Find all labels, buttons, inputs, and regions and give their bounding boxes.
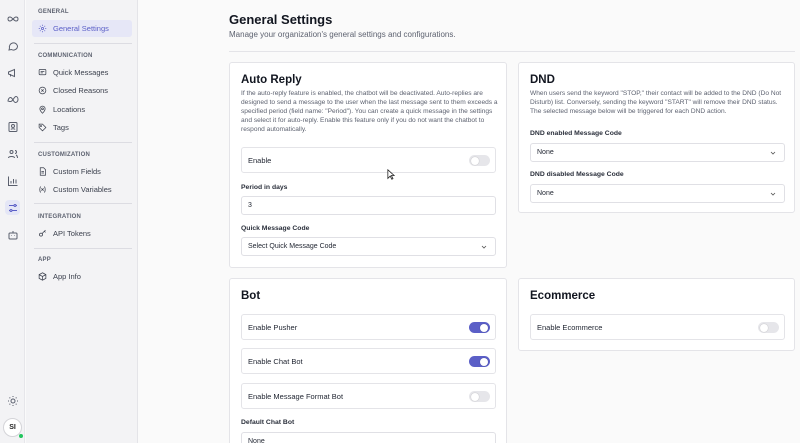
- sidebar-item-label: API Tokens: [53, 229, 91, 238]
- settings-sliders-icon[interactable]: [5, 200, 20, 215]
- sidebar-item-api-tokens[interactable]: [32, 225, 132, 242]
- default-chat-bot-select[interactable]: [241, 432, 496, 443]
- infinity-icon[interactable]: [5, 11, 20, 26]
- bot-card: [229, 278, 507, 443]
- sidebar-item-label: Closed Reasons: [53, 86, 109, 95]
- dnd-disabled-label: DND disabled Message Code: [530, 171, 624, 178]
- enable-message-format-bot-row: [241, 383, 496, 409]
- users-icon[interactable]: [5, 146, 20, 161]
- bot-title: Bot: [241, 290, 261, 302]
- ecommerce-title: Ecommerce: [530, 290, 596, 302]
- divider: [34, 203, 132, 204]
- sidebar-heading-integration: INTEGRATION: [38, 214, 82, 220]
- sun-icon[interactable]: [5, 393, 20, 408]
- auto-reply-enable-toggle[interactable]: [469, 155, 490, 166]
- sidebar-item-label: Custom Fields: [53, 167, 101, 176]
- default-chat-bot-value: None: [248, 438, 265, 443]
- sidebar-item-custom-variables[interactable]: [32, 181, 132, 198]
- sidebar-item-general-settings[interactable]: [32, 20, 132, 37]
- page-title: General Settings: [229, 12, 333, 27]
- bot-icon[interactable]: [5, 227, 20, 242]
- avatar[interactable]: SI: [3, 418, 22, 437]
- dnd-description: When users send the keyword "STOP," their contact will be added to the DND (Do Not Disturb) list. Conversely, sending the keyword "START" will remove their DND status. The selected message below will be triggered for each DND action.: [530, 90, 782, 115]
- divider: [34, 142, 132, 143]
- sidebar-heading-communication: COMMUNICATION: [38, 53, 93, 59]
- dnd-enabled-value: None: [537, 149, 554, 156]
- auto-reply-card: [229, 62, 507, 268]
- variable-icon: [38, 185, 47, 194]
- default-chat-bot-label: Default Chat Bot: [241, 419, 295, 426]
- icon-rail: [0, 0, 25, 443]
- sidebar-item-label: Quick Messages: [53, 68, 109, 77]
- dnd-title: DND: [530, 74, 555, 86]
- sidebar-heading-customization: CUSTOMIZATION: [38, 152, 91, 158]
- ecommerce-card: [518, 278, 795, 351]
- enable-message-format-bot-label: Enable Message Format Bot: [248, 391, 344, 401]
- map-pin-icon: [38, 105, 47, 114]
- tag-icon: [38, 123, 47, 132]
- sidebar-item-custom-fields[interactable]: [32, 163, 132, 180]
- dnd-disabled-value: None: [537, 190, 554, 197]
- enable-ecommerce-label: Enable Ecommerce: [537, 322, 603, 332]
- key-icon: [38, 229, 47, 238]
- enable-message-format-bot-toggle[interactable]: [469, 391, 490, 402]
- auto-reply-enable-row: [241, 147, 496, 173]
- sidebar-item-tags[interactable]: [32, 119, 132, 136]
- chat-bubble-icon[interactable]: [5, 38, 20, 53]
- x-circle-icon: [38, 86, 47, 95]
- sidebar-item-label: General Settings: [53, 24, 109, 33]
- chevron-down-icon: [769, 190, 777, 198]
- auto-reply-enable-label: Enable: [248, 155, 272, 165]
- enable-ecommerce-toggle[interactable]: [758, 322, 779, 333]
- enable-chat-bot-toggle[interactable]: [469, 356, 490, 367]
- period-input[interactable]: 3: [241, 196, 496, 215]
- enable-ecommerce-row: [530, 314, 785, 340]
- megaphone-icon[interactable]: [5, 65, 20, 80]
- sidebar-item-quick-messages[interactable]: [32, 64, 132, 81]
- gear-icon: [38, 24, 47, 33]
- bar-chart-icon[interactable]: [5, 173, 20, 188]
- enable-pusher-toggle[interactable]: [469, 322, 490, 333]
- quick-message-label: Quick Message Code: [241, 225, 310, 232]
- dnd-card: [518, 62, 795, 213]
- sidebar-heading-general: GENERAL: [38, 9, 69, 15]
- sidebar-item-label: Custom Variables: [53, 185, 112, 194]
- message-square-icon: [38, 68, 47, 77]
- dnd-enabled-label: DND enabled Message Code: [530, 130, 622, 137]
- quick-message-select[interactable]: [241, 237, 496, 256]
- sidebar-heading-app: APP: [38, 257, 51, 263]
- period-label: Period in days: [241, 184, 288, 191]
- sidebar-item-locations[interactable]: [32, 101, 132, 118]
- settings-sidebar: [26, 0, 138, 443]
- box-icon: [38, 272, 47, 281]
- sidebar-item-label: App Info: [53, 272, 81, 281]
- dnd-disabled-select[interactable]: [530, 184, 785, 203]
- enable-pusher-label: Enable Pusher: [248, 322, 298, 332]
- auto-reply-title: Auto Reply: [241, 74, 302, 86]
- file-icon: [38, 167, 47, 176]
- sidebar-item-app-info[interactable]: [32, 268, 132, 285]
- meta-icon[interactable]: [5, 92, 20, 107]
- chevron-down-icon: [480, 243, 488, 251]
- quick-message-value: Select Quick Message Code: [248, 243, 337, 250]
- divider: [229, 51, 795, 52]
- enable-chat-bot-label: Enable Chat Bot: [248, 356, 303, 366]
- page-subtitle: Manage your organization's general settings and configurations.: [229, 30, 456, 39]
- auto-reply-description: If the auto-reply feature is enabled, the chatbot will be deactivated. Auto-replies are designed to send a message to the user when the last message sent to them exceeds a specified period (field name: "Period"). You can create a quick message in the settings and select it for auto-reply. Enable this feature only if you do not want the chatbot to respond automatically.: [241, 90, 498, 133]
- sidebar-item-label: Tags: [53, 123, 69, 132]
- chevron-down-icon: [769, 149, 777, 157]
- contact-card-icon[interactable]: [5, 119, 20, 134]
- sidebar-item-closed-reasons[interactable]: [32, 82, 132, 99]
- divider: [34, 248, 132, 249]
- enable-chat-bot-row: [241, 348, 496, 374]
- divider: [34, 43, 132, 44]
- mouse-cursor-icon: [387, 169, 395, 180]
- dnd-enabled-select[interactable]: [530, 143, 785, 162]
- enable-pusher-row: [241, 314, 496, 340]
- online-status-dot: [19, 434, 23, 438]
- sidebar-item-label: Locations: [53, 105, 86, 114]
